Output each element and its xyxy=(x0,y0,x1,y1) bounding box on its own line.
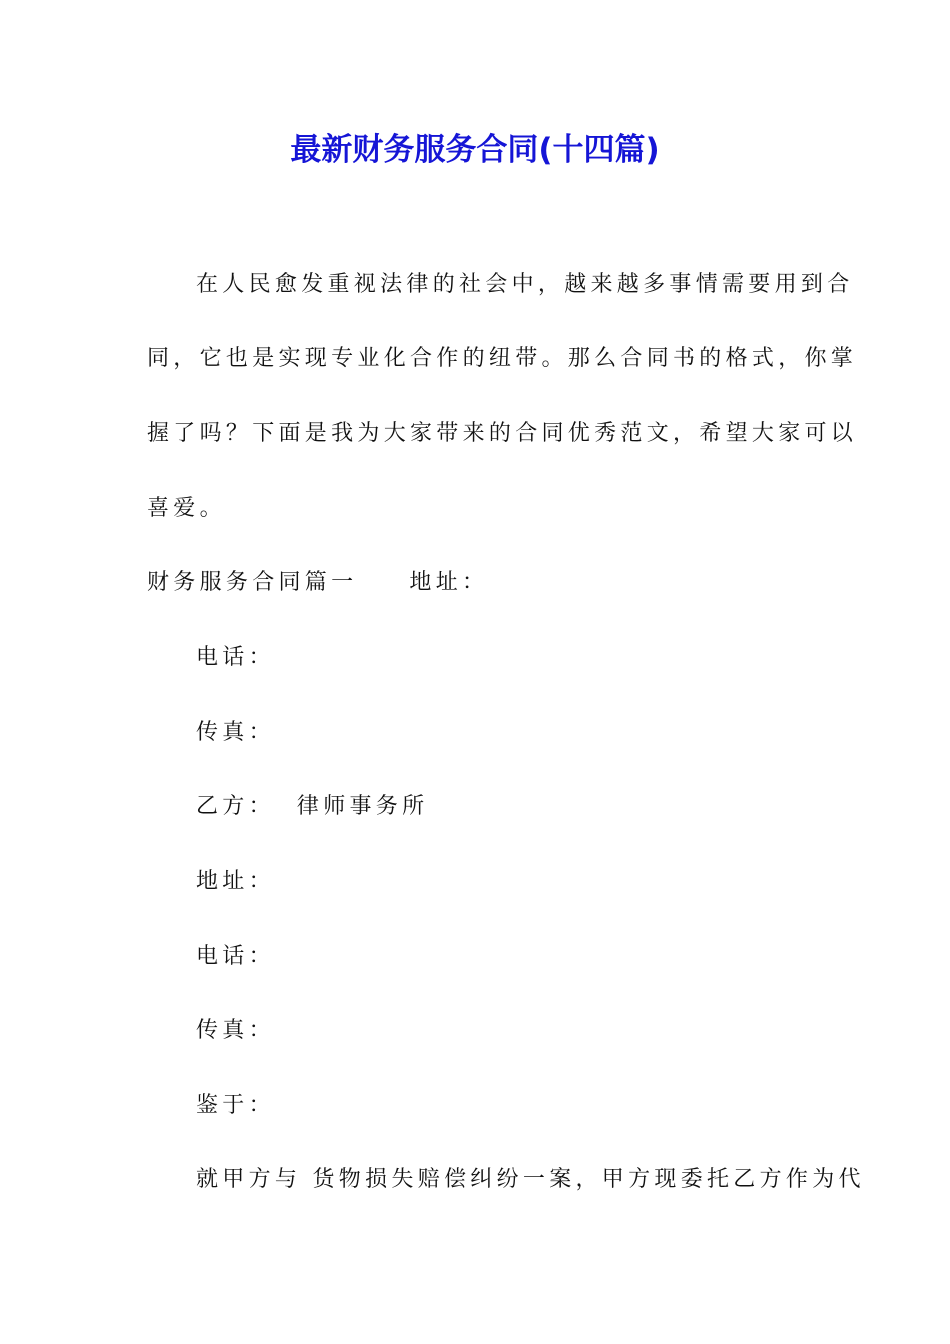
party-b-fax: 传真： xyxy=(196,1018,275,1043)
section-address-label: 地址： xyxy=(409,570,489,595)
party-a-fax: 传真： xyxy=(196,720,275,745)
intro-line-3: 握了吗？下面是我为大家带来的合同优秀范文，希望大家可以 xyxy=(147,421,858,446)
party-b-address: 地址： xyxy=(196,869,275,894)
party-b-phone: 电话： xyxy=(196,944,275,969)
intro-line-2: 同，它也是实现专业化合作的纽带。那么合同书的格式，你掌 xyxy=(147,346,858,371)
party-a-phone: 电话： xyxy=(196,645,275,670)
party-b-line xyxy=(196,792,428,822)
section-heading-line xyxy=(147,568,488,598)
intro-line-1: 在人民愈发重视法律的社会中，越来越多事情需要用到合 xyxy=(196,272,854,297)
party-b-label: 乙方： xyxy=(196,794,275,819)
intro-line-4: 喜爱。 xyxy=(147,496,226,521)
party-b-name: 律师事务所 xyxy=(296,794,429,819)
section-heading: 财务服务合同篇一 xyxy=(147,570,358,595)
whereas-label: 鉴于： xyxy=(196,1093,275,1118)
document-title: 最新财务服务合同(十四篇) xyxy=(290,132,660,168)
body-line: 就甲方与 货物损失赔偿纠纷一案，甲方现委托乙方作为代 xyxy=(196,1167,865,1192)
